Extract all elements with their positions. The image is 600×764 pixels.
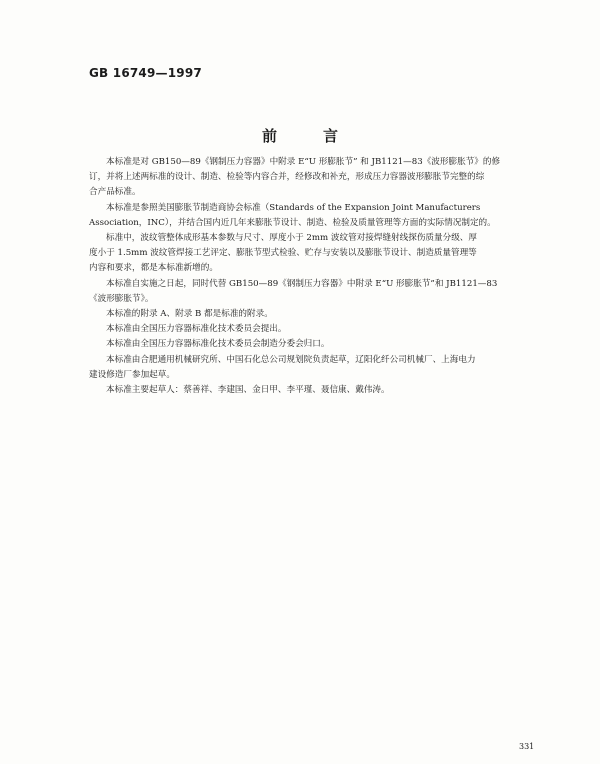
text-line: 本标准主要起草人：蔡善祥、李建国、金日甲、李平瑾、聂信康、戴伟涛。 — [106, 385, 390, 396]
foreword-body — [89, 155, 554, 398]
text-line: Association，INC），并结合国内近几年来膨胀节设计、制造、检验及质量管理等方面的实际情况制定的。 — [89, 217, 496, 228]
text-line: 本标准由全国压力容器标准化技术委员会提出。 — [106, 324, 287, 335]
text-line: 《波形膨胀节》。 — [89, 293, 154, 304]
text-line: 度小于 1.5mm 波纹管焊接工艺评定、膨胀节型式检验、贮存与安装以及膨胀节设计、制造质量管理等 — [89, 248, 477, 259]
paragraph-replacement — [89, 277, 554, 307]
text-line: 本标准自实施之日起，同时代替 GB150—89《钢制压力容器》中附录 E“U 形膨胀节”和 JB1121—83 — [106, 278, 498, 289]
title-char-1: 前 — [261, 127, 277, 145]
paragraph-drafted-by — [89, 353, 554, 383]
title-char-2: 言 — [323, 127, 339, 145]
text-line: 标准中，波纹管整体成形基本参数与尺寸、厚度小于 2mm 波纹管对接焊缝射线探伤质量分级、厚 — [106, 233, 477, 244]
paragraph-reference — [89, 201, 554, 231]
text-line: 本标准的附录 A、附录 B 都是标准的附录。 — [106, 309, 273, 320]
paragraph-new-content — [89, 231, 554, 277]
paragraph-appendix — [89, 307, 554, 322]
text-line: 本标准由合肥通用机械研究所、中国石化总公司规划院负责起草，辽阳化纤公司机械厂、上海电力 — [106, 354, 476, 365]
text-line: 建设修造厂参加起草。 — [89, 369, 175, 380]
page-title — [0, 125, 600, 146]
text-line: 合产品标准。 — [89, 187, 141, 198]
paragraph-centralized-by — [89, 337, 554, 352]
paragraph-revision — [89, 155, 554, 201]
standard-code: GB 16749—1997 — [89, 66, 202, 80]
text-line: 内容和要求，都是本标准新增的。 — [89, 263, 218, 274]
text-line: 订，并将上述两标准的设计、制造、检验等内容合并，经修改和补充，形成压力容器波形膨胀节完整的综 — [89, 172, 485, 183]
text-line: 本标准是对 GB150—89《钢制压力容器》中附录 E“U 形膨胀节” 和 JB1121—83《波形膨胀节》的修 — [106, 157, 501, 167]
paragraph-proposed-by — [89, 322, 554, 337]
paragraph-drafters — [89, 383, 554, 398]
text-line: 本标准由全国压力容器标准化技术委员会制造分委会归口。 — [106, 339, 330, 350]
text-line: 本标准是参照美国膨胀节制造商协会标准（Standards of the Expansion Joint Manufacturers — [106, 202, 481, 213]
page-number: 331 — [519, 742, 535, 751]
